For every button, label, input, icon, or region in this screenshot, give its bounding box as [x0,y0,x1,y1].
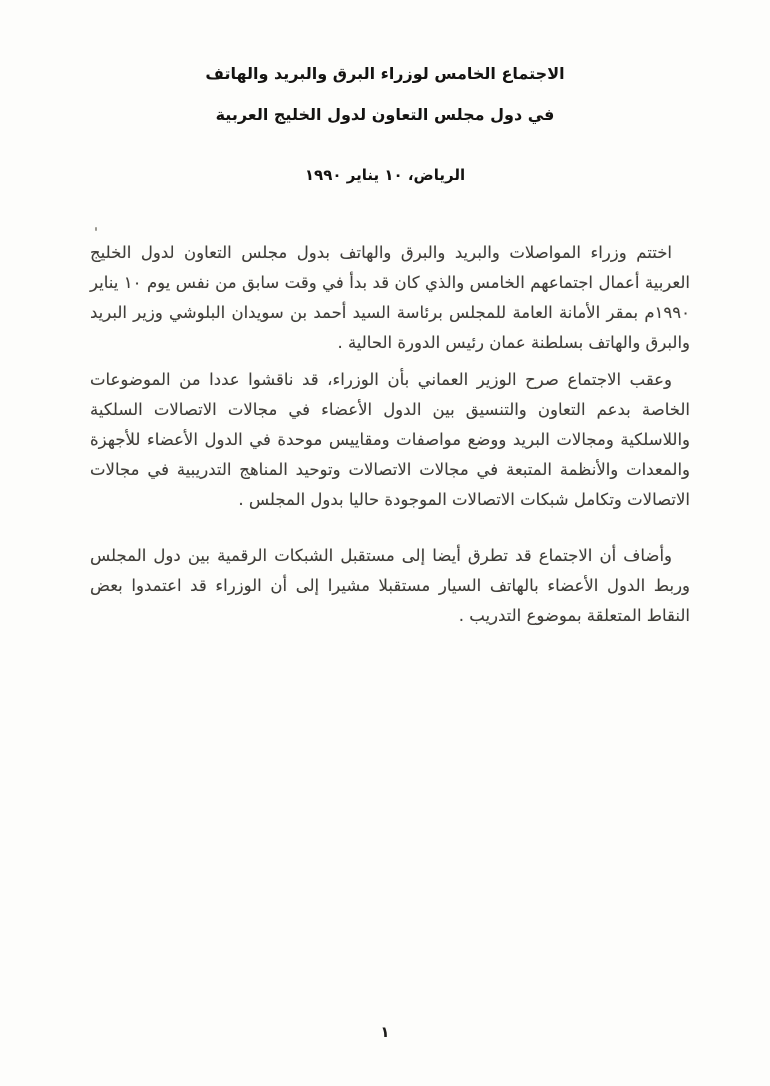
document-header [0,0,770,184]
document-title-line1: الاجتماع الخامس لوزراء البرق والبريد والهاتف [205,64,565,83]
dateline: الرياض، ١٠ يناير ١٩٩٠ [304,165,466,184]
paragraph-minister-statement: وعقب الاجتماع صرح الوزير العماني بأن الوزراء، قد ناقشوا عددا من الموضوعات الخاصة بدعم التعاون والتنسيق بين الدول الأعضاء في مجالات الاتصالات السلكية واللاسلكية ومجالات البريد ووضع مواصفات ومقاييس موحدة في الدول الأعضاء للأجهزة والمعدات والأنظمة المتبعة في مجالات الاتصالات وتوحيد المناهج التدريبية في مجالات الاتصالات وتكامل شبكات الاتصالات الموجودة حاليا بدول المجلس . [90,369,690,509]
paragraph-opening: اختتم وزراء المواصلات والبريد والبرق والهاتف بدول مجلس التعاون لدول الخليج العربية أعمال اجتماعهم الخامس والذي كان قد بدأ في وقت سابق من نفس يوم ١٠ يناير ١٩٩٠م بمقر الأمانة العامة للمجلس برئاسة السيد أحمد بن سويدان البلوشي وزير البريد والبرق والهاتف بسلطنة عمان رئيس الدورة الحالية . [90,242,690,352]
paragraph-closing: وأضاف أن الاجتماع قد تطرق أيضا إلى مستقبل الشبكات الرقمية بين دول المجلس وربط الدول الأعضاء بالهاتف السيار مستقبلا مشيرا إلى أن الوزراء قد اعتمدوا بعض النقاط المتعلقة بموضوع التدريب . [90,545,690,625]
scan-speck [95,227,97,231]
page-number: ١ [380,1023,390,1041]
document-title-line2: في دول مجلس التعاون لدول الخليج العربية [215,104,555,124]
document-body [90,238,690,631]
